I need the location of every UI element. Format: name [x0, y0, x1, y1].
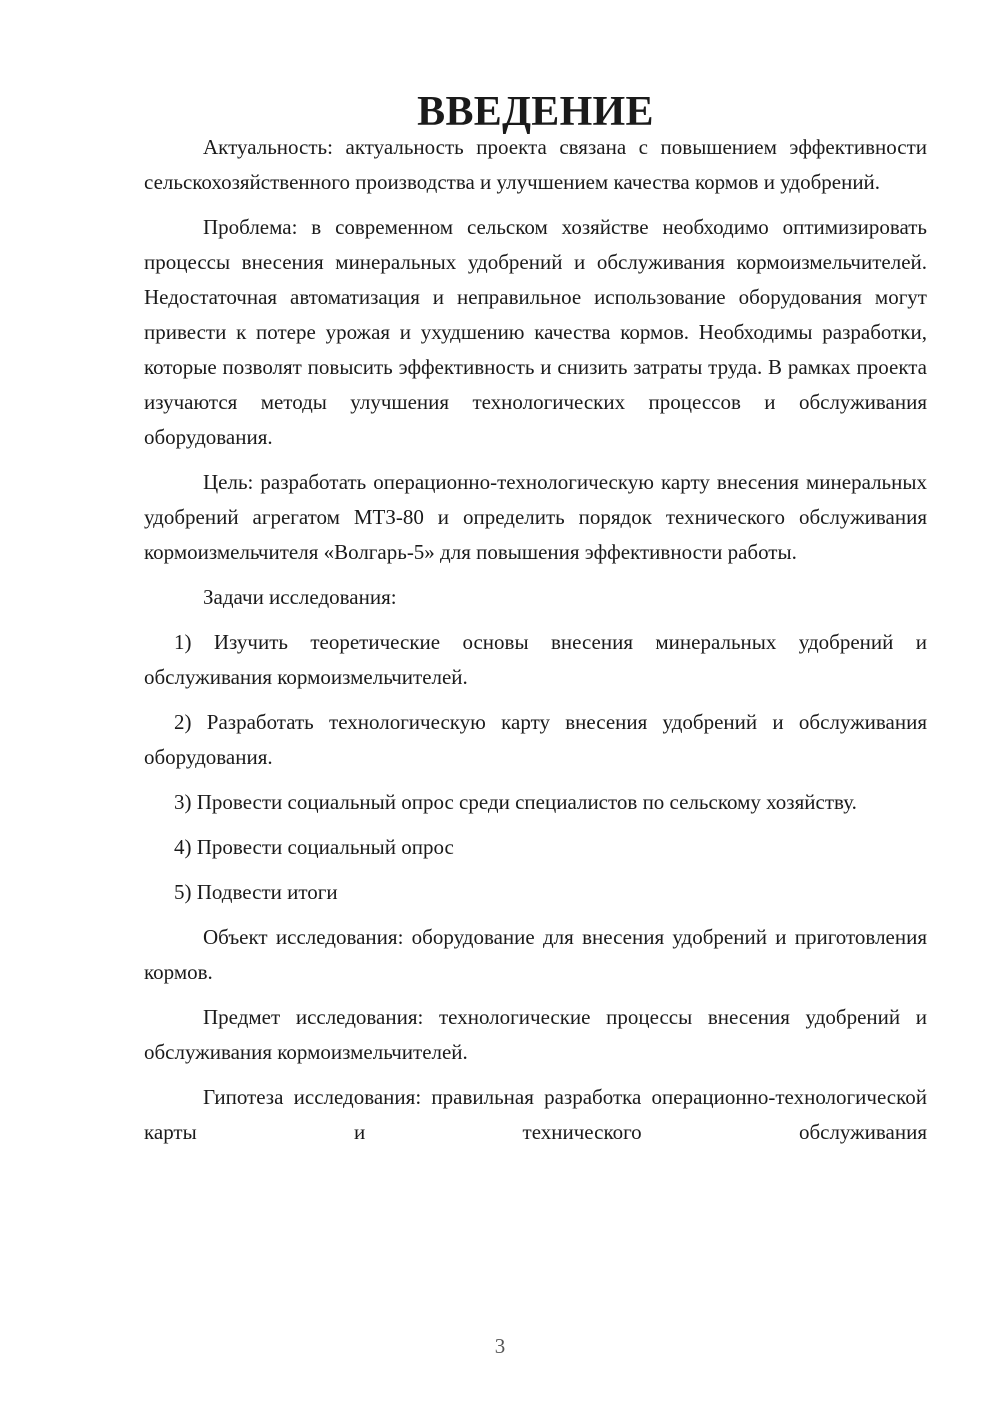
task-item-3: 3) Провести социальный опрос среди специалистов по сельскому хозяйству.: [174, 790, 857, 814]
paragraph-object: Объект исследования: оборудование для внесения удобрений и приготовления кормов.: [144, 925, 927, 984]
page-number: 3: [494, 1334, 506, 1358]
document-page: [144, 89, 927, 1160]
page-title: ВВЕДЕНИЕ: [417, 89, 654, 135]
task-item-4: 4) Провести социальный опрос: [174, 835, 454, 859]
paragraph-problem: Проблема: в современном сельском хозяйстве необходимо оптимизировать процессы внесения минеральных удобрений и обслуживания кормоизмельчителей. Недостаточная автоматизация и неправильное использование оборудования могут привести к потере урожая и ухудшению качества кормов. Необходимы разработки, которые позволят повысить эффективность и снизить затраты труда. В рамках проекта изучаются методы улучшения технологических процессов и обслуживания оборудования.: [144, 215, 927, 449]
paragraph-hypothesis: Гипотеза исследования: правильная разработка операционно-технологической карты и технического обслуживания: [144, 1085, 927, 1144]
task-item-2: 2) Разработать технологическую карту внесения удобрений и обслуживания оборудования.: [144, 710, 927, 769]
paragraph-goal: Цель: разработать операционно-технологическую карту внесения минеральных удобрений агрегатом МТЗ-80 и определить порядок технического обслуживания кормоизмельчителя «Волгарь-5» для повышения эффективности работы.: [144, 470, 927, 564]
task-item-5: 5) Подвести итоги: [174, 880, 338, 904]
paragraph-tasks-heading: Задачи исследования:: [203, 585, 397, 609]
paragraph-subject: Предмет исследования: технологические процессы внесения удобрений и обслуживания кормоизмельчителей.: [144, 1005, 927, 1064]
paragraph-relevance: Актуальность: актуальность проекта связана с повышением эффективности сельскохозяйственного производства и улучшением качества кормов и удобрений.: [144, 135, 927, 194]
task-item-1: 1) Изучить теоретические основы внесения минеральных удобрений и обслуживания кормоизмельчителей.: [144, 630, 927, 689]
